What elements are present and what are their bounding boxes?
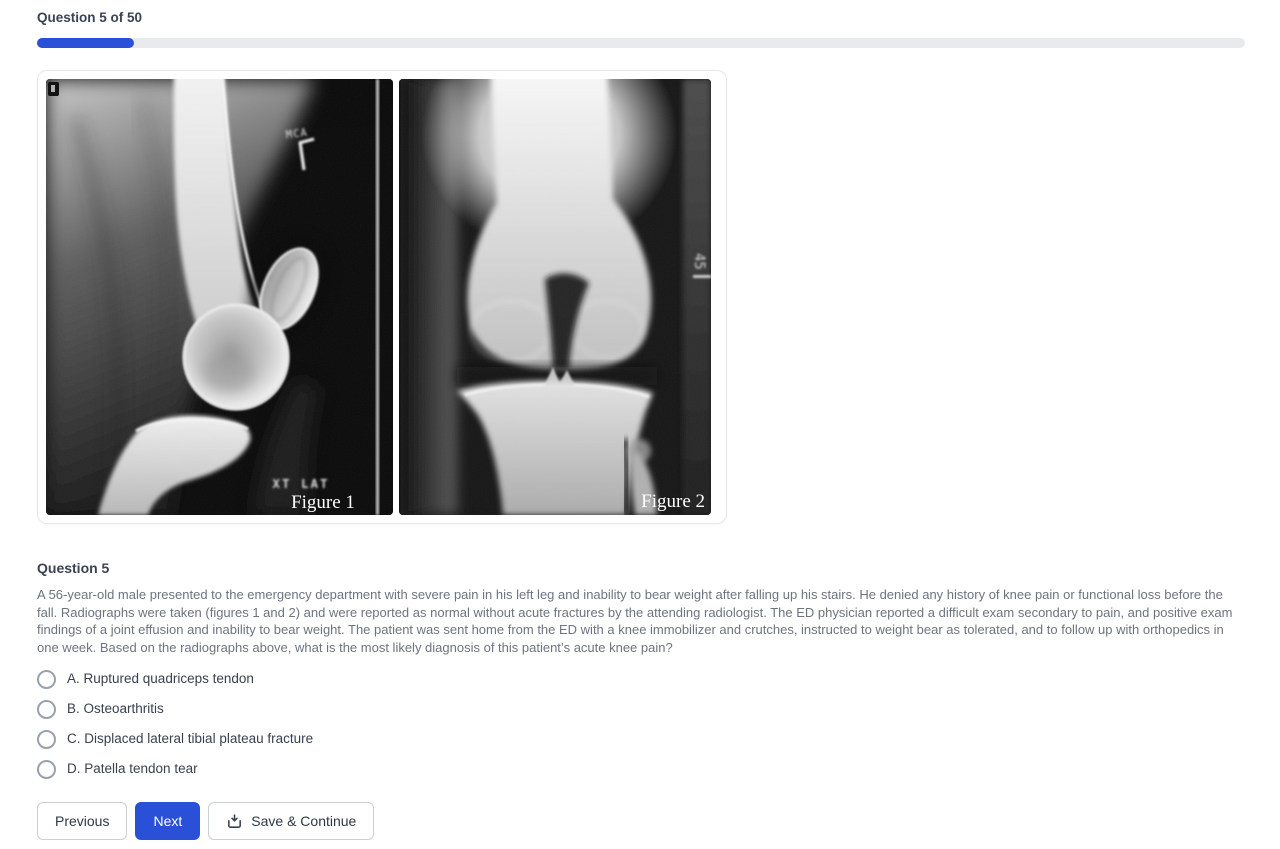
progress-label: Question 5 of 50 [37,10,143,25]
figure-wrap [46,79,718,515]
question-text: A 56-year-old male presented to the emergency department with severe pain in his left leg and inability to bear weight after falling up his stairs. He denied any history of knee pain or functional loss before the fall. Radiographs were taken (figures 1 and 2) and were reported as normal without acute fractures by the attending radiologist. The ED physician reported a difficult exam secondary to pain, and positive exam findings of a joint effusion and inability to bear weight. The patient was sent home from the ED with a knee immobilizer and crutches, instructed to weight bear as tolerated, and to follow up with orthopedics in one week. Based on the radiographs above, what is the most likely diagnosis of this patient’s acute knee pain? [37,587,1233,655]
figure2-xray [399,79,711,515]
save-continue-label: Save & Continue [251,813,357,829]
option-c-radio-button[interactable] [37,730,56,749]
option-a-radio-button[interactable] [37,670,56,689]
option-b-radio-button[interactable] [37,700,56,719]
question-heading: Question 5 [37,560,110,576]
figure1-xray [46,79,393,515]
action-bar [37,802,1245,840]
previous-button[interactable]: Previous [37,802,127,840]
figure1-label: Figure 1 [291,492,355,513]
option-b[interactable] [37,699,164,719]
progress-fill [37,38,134,48]
option-b-label: B. Osteoarthritis [67,701,164,716]
save-icon [226,813,243,830]
option-d-radio-button[interactable] [37,760,56,779]
figure2-label: Figure 2 [641,491,705,512]
save-continue-button[interactable] [208,802,374,840]
option-c[interactable] [37,729,313,749]
option-a-label: A. Ruptured quadriceps tendon [67,671,254,686]
option-d-label: D. Patella tendon tear [67,761,198,776]
figure2-side-marker: 45 [691,253,707,270]
figure-card [37,70,727,524]
figure1-marker-bottom: XT LAT [272,476,330,491]
option-d[interactable] [37,759,198,779]
figure1-marker-top: MCA [285,126,309,142]
options-list [37,669,1245,779]
next-button[interactable]: Next [135,802,200,840]
option-c-label: C. Displaced lateral tibial plateau fracture [67,731,314,746]
progress-bar [37,38,1245,48]
option-a[interactable] [37,669,254,689]
